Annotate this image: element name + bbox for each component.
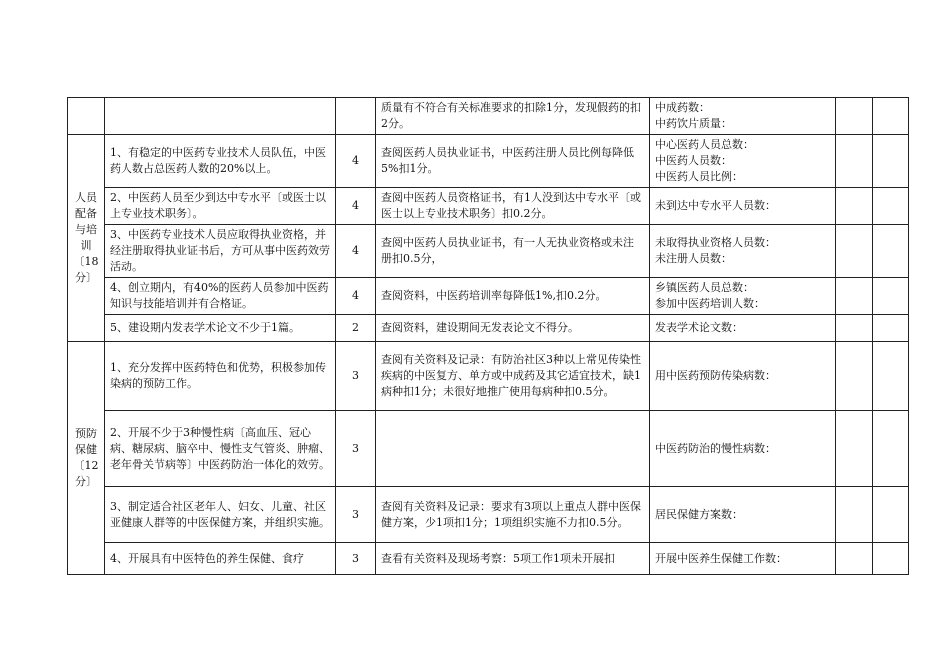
item-line: 用中医药预防传染病数： <box>655 369 776 382</box>
item-line: 未到达中专水平人员数： <box>655 199 776 212</box>
self-score-cell <box>836 487 873 543</box>
self-score-cell <box>836 315 873 342</box>
requirement-cell: 3、中医药专业技术人员应取得执业资格，并经注册取得执业证书后，方可从事中医药效劳活动。 <box>105 225 336 278</box>
category-cell-prevention <box>68 342 105 575</box>
review-score-cell <box>873 225 909 278</box>
review-score-cell <box>873 135 909 188</box>
item-cell <box>650 411 836 487</box>
table-row <box>68 543 909 575</box>
item-line: 发表学术论文数： <box>655 321 743 334</box>
item-cell <box>650 225 836 278</box>
category-label-line: 分〕 <box>75 271 97 284</box>
category-label-line: 〔18 <box>73 255 99 268</box>
self-score-cell <box>836 188 873 225</box>
category-label-line: 与培 <box>75 223 97 236</box>
self-score-cell <box>836 278 873 315</box>
method-cell: 查阅资料，建设期间无发表论文不得分。 <box>376 315 650 342</box>
category-label-line: 分〕 <box>75 475 97 488</box>
review-score-cell <box>873 487 909 543</box>
category-cell <box>68 98 105 135</box>
self-score-cell <box>836 411 873 487</box>
score-cell: 4 <box>336 188 376 225</box>
review-score-cell <box>873 98 909 135</box>
table-row <box>68 315 909 342</box>
item-line: 参加中医药培训人数： <box>655 297 765 310</box>
item-cell <box>650 487 836 543</box>
method-cell: 查阅有关资料及记录：要求有3项以上重点人群中医保健方案，少1项扣1分；1项组织实施不力扣0.5分。 <box>376 487 650 543</box>
score-cell: 3 <box>336 411 376 487</box>
self-score-cell <box>836 543 873 575</box>
score-cell: 4 <box>336 278 376 315</box>
item-line: 中药饮片质量： <box>655 117 732 130</box>
score-cell: 4 <box>336 225 376 278</box>
score-cell <box>336 98 376 135</box>
category-label-line: 〔12 <box>73 459 99 472</box>
method-cell: 查阅有关资料及记录：有防治社区3种以上常见传染性疾病的中医复方、单方或中成药及其它适宜技术，缺1病种扣1分；未很好地推广使用每病种扣0.5分。 <box>376 342 650 411</box>
item-cell <box>650 98 836 135</box>
review-score-cell <box>873 278 909 315</box>
method-cell: 查看有关资料及现场考察：5项工作1项未开展扣 <box>376 543 650 575</box>
method-cell: 查阅中医药人员资格证书，有1人没到达中专水平〔或医士以上专业技术职务〕扣0.2分。 <box>376 188 650 225</box>
requirement-cell: 1、充分发挥中医药特色和优势，积极参加传染病的预防工作。 <box>105 342 336 411</box>
category-label-line: 人员 <box>75 191 97 204</box>
category-cell-staffing <box>68 135 105 342</box>
item-line: 中医药防治的慢性病数： <box>655 441 776 455</box>
score-cell: 3 <box>336 487 376 543</box>
method-cell: 查阅中医药人员执业证书，有一人无执业资格或未注册扣0.5分， <box>376 225 650 278</box>
table-row <box>68 188 909 225</box>
item-line: 中医药人员数： <box>655 154 732 167</box>
method-cell <box>376 411 650 487</box>
item-line: 乡镇医药人员总数： <box>655 281 754 294</box>
requirement-cell: 3、制定适合社区老年人、妇女、儿童、社区亚健康人群等的中医保健方案，并组织实施。 <box>105 487 336 543</box>
item-line: 未取得执业资格人员数： <box>655 236 776 249</box>
requirement-cell: 4、开展具有中医特色的养生保健、食疗 <box>105 543 336 575</box>
score-cell: 4 <box>336 135 376 188</box>
category-label-line: 预防 <box>75 427 97 440</box>
item-cell <box>650 342 836 411</box>
item-cell <box>650 278 836 315</box>
requirement-cell: 2、中医药人员至少到达中专水平〔或医士以上专业技术职务〕。 <box>105 188 336 225</box>
table-row <box>68 342 909 411</box>
item-cell <box>650 543 836 575</box>
requirement-cell: 5、建设期内发表学术论文不少于1篇。 <box>105 315 336 342</box>
self-score-cell <box>836 98 873 135</box>
review-score-cell <box>873 411 909 487</box>
self-score-cell <box>836 135 873 188</box>
table-row <box>68 225 909 278</box>
self-score-cell <box>836 342 873 411</box>
evaluation-table <box>67 97 909 575</box>
method-cell: 查阅医药人员执业证书，中医药注册人员比例每降低5%扣1分。 <box>376 135 650 188</box>
item-line: 中成药数： <box>655 101 710 114</box>
item-line: 中心医药人员总数： <box>655 138 754 151</box>
table-row <box>68 411 909 487</box>
item-line: 未注册人员数： <box>655 252 732 265</box>
method-cell: 查阅资料，中医药培训率每降低1%,扣0.2分。 <box>376 278 650 315</box>
item-line: 居民保健方案数： <box>655 507 743 521</box>
requirement-cell: 2、开展不少于3种慢性病〔高血压、冠心病、糖尿病、脑卒中、慢性支气管炎、肿瘤、老年骨关节病等〕中医药防治一体化的效劳。 <box>105 411 336 487</box>
method-cell: 质量有不符合有关标准要求的扣除1分，发现假药的扣2分。 <box>376 98 650 135</box>
score-cell: 3 <box>336 342 376 411</box>
review-score-cell <box>873 315 909 342</box>
score-cell: 2 <box>336 315 376 342</box>
category-label-line: 保健 <box>75 443 97 456</box>
review-score-cell <box>873 543 909 575</box>
item-cell <box>650 135 836 188</box>
table-row <box>68 487 909 543</box>
category-label-line: 配备 <box>75 207 97 220</box>
review-score-cell <box>873 342 909 411</box>
requirement-cell: 1、有稳定的中医药专业技术人员队伍，中医药人数占总医药人数的20%以上。 <box>105 135 336 188</box>
item-line: 中医药人员比例： <box>655 170 743 183</box>
item-cell <box>650 188 836 225</box>
requirement-cell <box>105 98 336 135</box>
review-score-cell <box>873 188 909 225</box>
category-label-line: 训 <box>80 239 92 252</box>
requirement-cell: 4、创立期内，有40%的医药人员参加中医药知识与技能培训并有合格证。 <box>105 278 336 315</box>
table-row <box>68 278 909 315</box>
item-cell <box>650 315 836 342</box>
item-line: 开展中医养生保健工作数： <box>655 551 787 565</box>
table-row <box>68 135 909 188</box>
score-cell: 3 <box>336 543 376 575</box>
self-score-cell <box>836 225 873 278</box>
table-row <box>68 98 909 135</box>
